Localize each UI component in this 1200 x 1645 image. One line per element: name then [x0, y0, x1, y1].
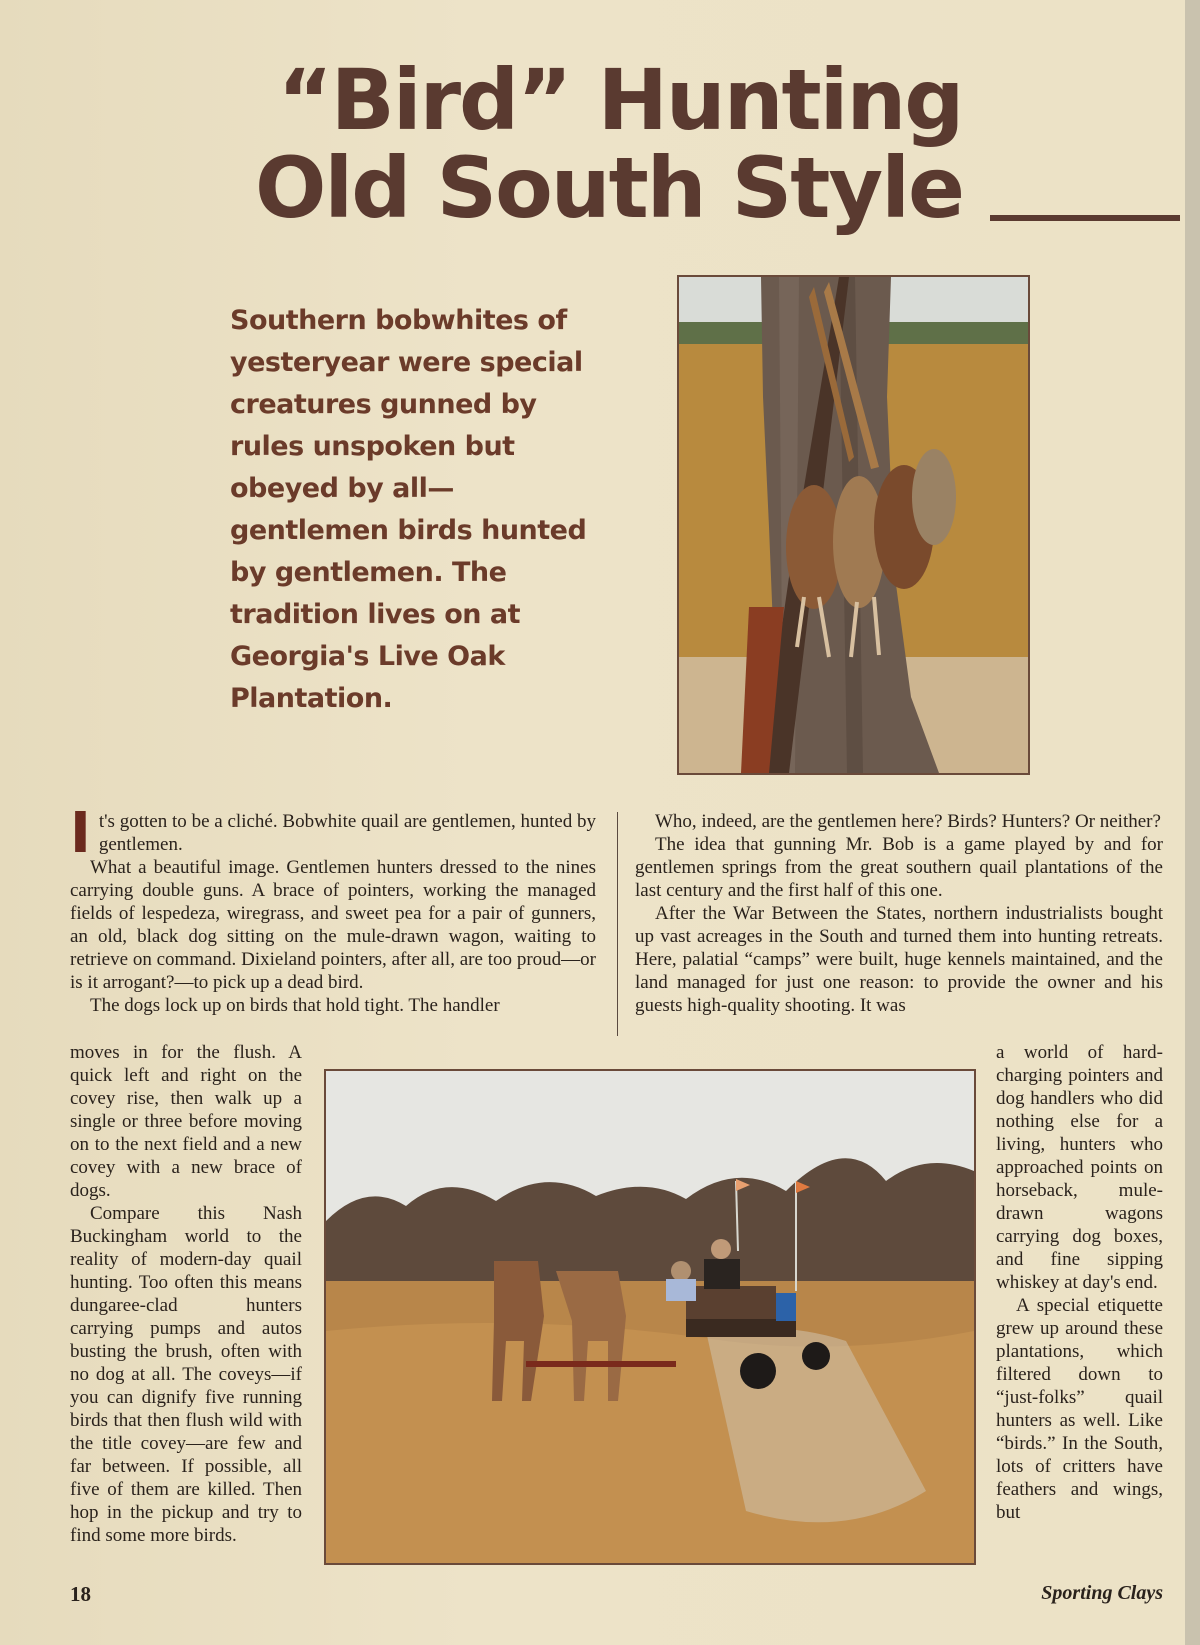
column-divider	[617, 812, 618, 1036]
col1-paragraph-4: Compare this Nash Buckingham world to the reality of modern-day quail hunting. Too often this means dungaree-clad hunters carrying pumps and autos busting the brush, often with no dog at all. The coveys—if you can dignify five running birds that then flush wild with the title covey—are few and far between. If possible, all five of them are killed. Then hop in the pickup and try to find some more birds.	[70, 1203, 302, 1546]
col2-paragraph-4: A special etiquette grew up around these plantations, which filtered down to “just-folks” quail hunters as well. Like “birds.” In the South, lots of critters have feathers and wings, but	[996, 1295, 1163, 1523]
column-1	[70, 801, 596, 1017]
deck-text: Southern bobwhites of yesteryear were special creatures gunned by rules unspoken but obeyed by all—gentlemen birds hunted by gentlemen. The tradition lives on at Georgia's Live Oak Plantation.	[230, 305, 587, 714]
column-2	[635, 810, 1163, 1017]
title-line-1: “Bird” Hunting	[277, 51, 963, 149]
magazine-name: Sporting Clays	[1041, 1582, 1163, 1604]
photo-quail-on-tree	[677, 275, 1030, 775]
col1-paragraph-3-start: The dogs lock up on birds that hold tight. The handler	[90, 995, 500, 1016]
col2-paragraph-3-cont: a world of hard-charging pointers and dog handlers who did nothing else for a living, hunters who approached points on horseback, mule-drawn wagons carrying dog boxes, and fine sipping whiskey at day's end.	[996, 1042, 1163, 1293]
photo-mule-wagon	[324, 1069, 976, 1565]
page-number: 18	[70, 1582, 91, 1606]
col1-paragraph-2: What a beautiful image. Gentlemen hunters dressed to the nines carrying double guns. A brace of pointers, working the managed fields of lespedeza, wiregrass, and sweet pea for a pair of gunners, an old, black dog sitting on the mule-drawn wagon, waiting to retrieve on command. Dixieland pointers, after all, are too proud—or is it arrogant?—to pick up a dead bird.	[70, 857, 596, 993]
column-2-wrap	[996, 1041, 1163, 1524]
title-rule	[990, 215, 1180, 221]
page-edge	[1185, 0, 1200, 1645]
title-line-2: Old South Style	[255, 139, 963, 237]
photo-mule-wagon-illustration	[326, 1071, 974, 1563]
col2-paragraph-1: Who, indeed, are the gentlemen here? Birds? Hunters? Or neither?	[655, 811, 1161, 832]
col1-paragraph-1: t's gotten to be a cliché. Bobwhite quail are gentlemen, hunted by gentlemen.	[98, 811, 596, 855]
col2-paragraph-2: The idea that gunning Mr. Bob is a game played by and for gentlemen springs from the great southern quail plantations of the last century and the first half of this one.	[635, 834, 1163, 901]
column-1-wrap	[70, 1041, 302, 1547]
col2-paragraph-3-start: After the War Between the States, northern industrialists bought up vast acreages in the South and turned them into hunting retreats. Here, palatial “camps” were built, huge kennels maintained, and the land managed for just one reason: to provide the owner and his guests high-quality shooting. It was	[635, 903, 1163, 1016]
photo-quail-on-tree-illustration	[679, 277, 1028, 773]
drop-cap: I	[70, 801, 91, 866]
col1-paragraph-3-cont: moves in for the flush. A quick left and right on the covey rise, then walk up a single or three before moving on to the next field and a new covey with a new brace of dogs.	[70, 1042, 302, 1201]
